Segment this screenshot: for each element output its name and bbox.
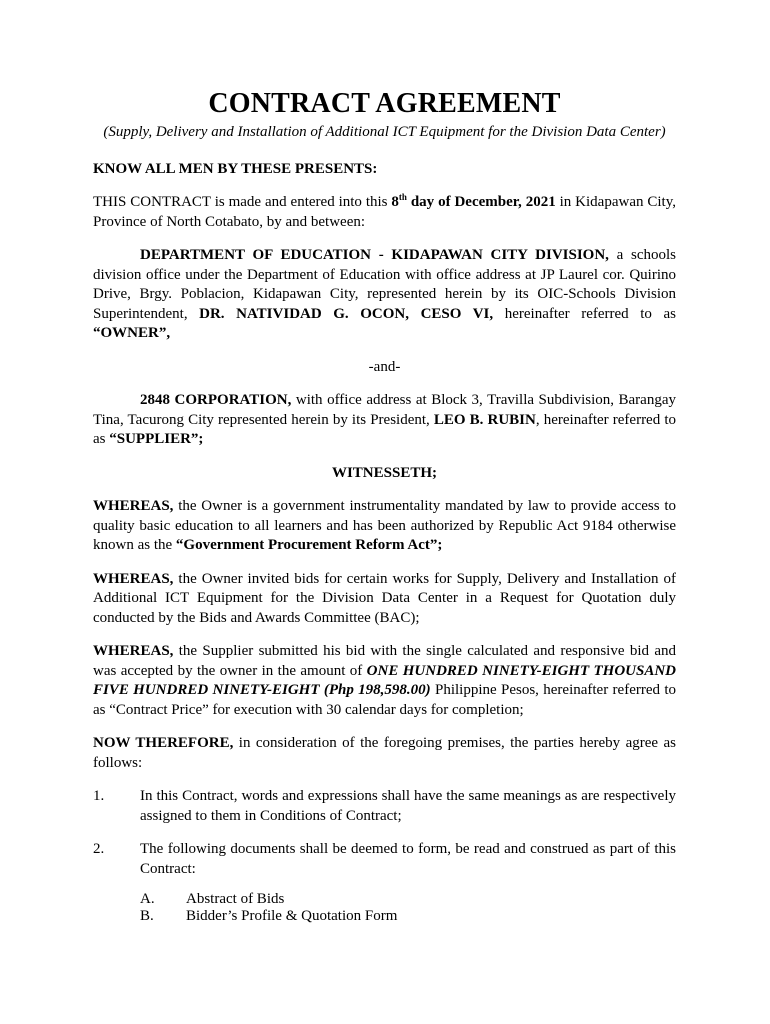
item-text: In this Contract, words and expressions shall have the same meanings as are respectively assigned to them in Conditions of Contract; [140,788,676,824]
whereas-paragraph-3: WHEREAS, the Supplier submitted his bid with the single calculated and responsive bid and was accepted by the owner in the amount of ONE HUNDRED NINETY-EIGHT THOUSAND FIVE HUNDRED NINETY-EIGHT (Php 198,598.00) Philippine Pesos, hereinafter referred to as “Contract Price” for execution with 30 calendar days for completion; [93,643,677,718]
document-title: CONTRACT AGREEMENT [208,88,561,119]
now-therefore-paragraph: NOW THEREFORE, in consideration of the foregoing premises, the parties hereby agree as follows: [93,735,677,771]
list-item [140,908,676,925]
witnesseth-heading: WITNESSETH; [331,464,438,481]
list-letter: B. [140,908,154,924]
contract-documents-list [140,891,676,925]
numbered-item-1 [93,787,676,826]
contract-amount: ONE HUNDRED NINETY-EIGHT THOUSAND FIVE HUNDRED NINETY-EIGHT (Php 198,598.00) [93,662,677,698]
item-text: The following documents shall be deemed to form, be read and construed as part of this Contract: [140,841,676,877]
list-item [140,891,676,908]
whereas-paragraph-2: WHEREAS, the Owner invited bids for certain works for Supply, Delivery and Installation of Additional ICT Equipment for the Division Data Center in a Request for Quotation duly conducted by the Bids and Awards Committee (BAC); [93,570,676,626]
party-owner-paragraph: DEPARTMENT OF EDUCATION - KIDAPAWAN CITY DIVISION, a schools division office under the Department of Education with office address at JP Laurel cor. Quirino Drive, Brgy. Poblacion, Kidapawan City, represented herein by its OIC-Schools Division Superintendent, DR. NATIVIDAD G. OCON, CESO VI, hereinafter referred to as “OWNER”, [93,247,676,341]
party-supplier-paragraph: 2848 CORPORATION, with office address at Block 3, Travilla Subdivision, Barangay Tina, Tacurong City represented herein by its President, LEO B. RUBIN, hereinafter referred to as “SUPPLIER”; [93,392,676,447]
document-subtitle: (Supply, Delivery and Installation of Additional ICT Equipment for the Division Data Center) [103,124,666,140]
intro-paragraph: THIS CONTRACT is made and entered into this 8th day of December, 2021 in Kidapawan City, Province of North Cotabato, by and between: [93,192,676,230]
item-number: 2. [93,841,105,857]
item-number: 1. [93,788,105,804]
whereas-paragraph-1: WHEREAS, the Owner is a government instrumentality mandated by law to provide access to quality basic education to all learners and has been authorized by Republic Act 9184 otherwise known as the “Government Procurement Reform Act”; [93,498,676,553]
heading-know-all-men: KNOW ALL MEN BY THESE PRESENTS: [93,160,378,177]
document-body [93,86,676,925]
list-text: Abstract of Bids [186,891,285,907]
list-text: Bidder’s Profile & Quotation Form [186,908,398,924]
and-separator: -and- [368,358,401,375]
numbered-item-2 [93,840,676,879]
list-letter: A. [140,891,155,907]
